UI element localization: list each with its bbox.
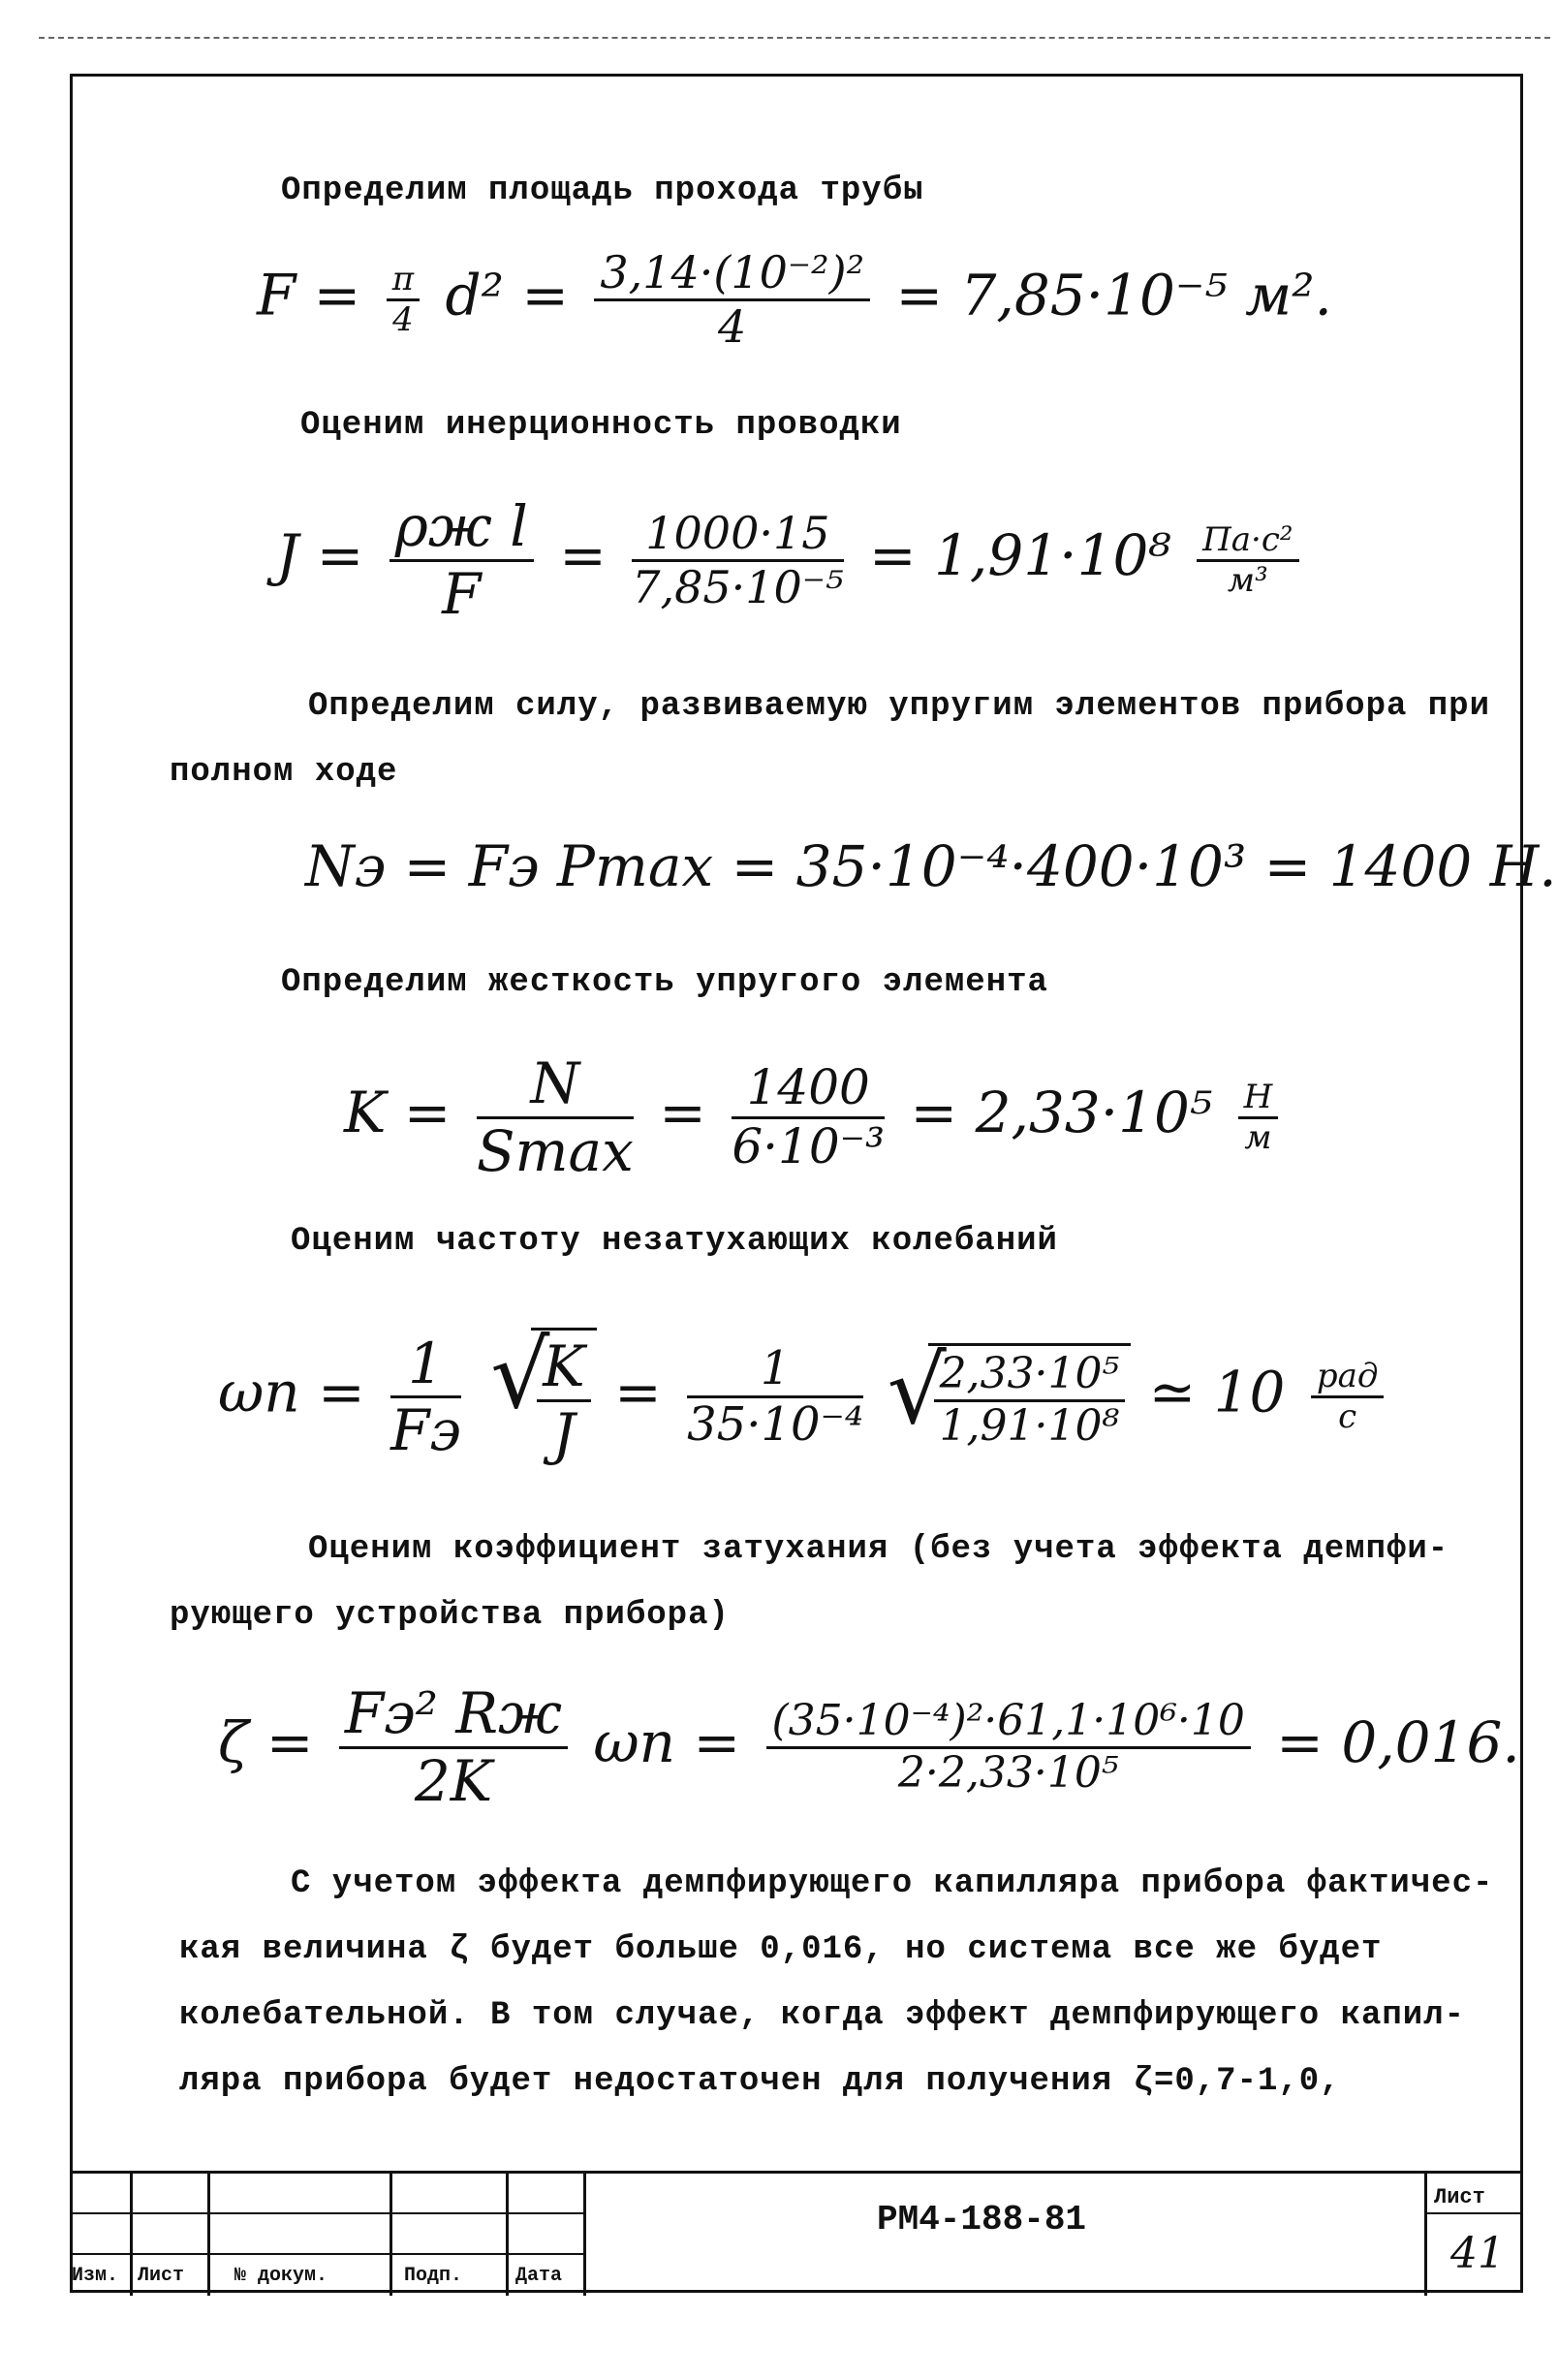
f4-lhs: K = bbox=[344, 1080, 452, 1146]
paragraph-conclusion-4: ляра прибора будет недостаточен для получения ζ=0,7-1,0, bbox=[179, 2063, 1341, 2100]
tb-col bbox=[1424, 2174, 1427, 2296]
col-izm: Изм. bbox=[72, 2265, 119, 2287]
f1-pi: π bbox=[387, 261, 420, 301]
col-sign: Подп. bbox=[404, 2265, 463, 2287]
paragraph-force-2: полном ходе bbox=[170, 754, 398, 791]
paragraph-stiffness: Определим жесткость упругого элемента bbox=[281, 964, 1048, 1001]
paragraph-force-1: Определим силу, развиваемую упругим элементов прибора при bbox=[308, 688, 1490, 725]
document-code: РМ4-188-81 bbox=[877, 2200, 1087, 2239]
formula-frequency bbox=[218, 1328, 1391, 1466]
f6-num1: Fэ² Rж bbox=[339, 1681, 568, 1749]
f2-lhs: J = bbox=[276, 522, 364, 589]
formula-force: Nэ = Fэ Pmax = 35·10⁻⁴·400·10³ = 1400 Н. bbox=[305, 833, 1557, 899]
f2-unit-num: Па·с² bbox=[1197, 521, 1298, 562]
f5-sqrt2-num: √ 2,33·10⁵ bbox=[934, 1350, 1126, 1402]
paragraph-conclusion-2: кая величина ζ будет больше 0,016, но система все же будет bbox=[179, 1931, 1383, 1968]
paragraph-damping-1: Оценим коэффициент затухания (без учета эффекта демпфи- bbox=[308, 1531, 1449, 1568]
f4-den1: Smax bbox=[476, 1117, 634, 1184]
f6-rhs: = 0,016. bbox=[1276, 1709, 1520, 1776]
f5-unit-num: рад bbox=[1311, 1358, 1385, 1398]
f6-den2: 2·2,33·10⁵ bbox=[897, 1747, 1119, 1798]
f4-unit-den: м bbox=[1244, 1117, 1272, 1157]
f2-num2: 1000·15 bbox=[632, 508, 843, 562]
f5-num1: 1 bbox=[390, 1331, 461, 1399]
f4-num2: 1400 bbox=[732, 1060, 885, 1119]
tb-col bbox=[130, 2174, 133, 2296]
sheet-label: Лист bbox=[1434, 2185, 1485, 2209]
f5-sqrt-den: J bbox=[552, 1400, 576, 1467]
f1-mid: d² = bbox=[445, 262, 569, 329]
f5-den2: 35·10⁻⁴ bbox=[687, 1397, 864, 1453]
f2-den2: 7,85·10⁻⁵ bbox=[632, 560, 844, 613]
formula-pipe-area bbox=[257, 247, 1332, 353]
f2-rhs: = 1,91·10⁸ bbox=[868, 522, 1171, 589]
paragraph-pipe-area: Определим площадь прохода трубы bbox=[281, 172, 924, 209]
f1-lhs: F = bbox=[257, 262, 361, 329]
f1-rhs: = 7,85·10⁻⁵ м². bbox=[895, 262, 1332, 329]
f1-num: 3,14·(10⁻²)² bbox=[594, 247, 870, 301]
paragraph-damping-2: рующего устройства прибора) bbox=[170, 1597, 730, 1634]
f4-eq: = bbox=[659, 1080, 706, 1146]
f4-num1: N bbox=[477, 1051, 634, 1119]
title-block bbox=[70, 2171, 1523, 2296]
tb-row bbox=[70, 2253, 585, 2255]
paragraph-conclusion-3: колебательной. В том случае, когда эффект демпфирующего капил- bbox=[179, 1997, 1466, 2034]
f5-lhs: ωn = bbox=[218, 1359, 365, 1425]
f2-eq: = bbox=[559, 522, 607, 589]
tb-row bbox=[1424, 2212, 1523, 2214]
f4-unit-num: Н bbox=[1238, 1079, 1279, 1119]
f5-unit-den: с bbox=[1338, 1397, 1357, 1437]
f6-num2: (35·10⁻⁴)²·61,1·10⁶·10 bbox=[766, 1697, 1251, 1749]
f1-four: 4 bbox=[392, 299, 414, 339]
f6-lhs: ζ = bbox=[218, 1709, 314, 1776]
f2-unit-den: м³ bbox=[1227, 560, 1268, 600]
tb-col bbox=[506, 2174, 509, 2296]
tb-col bbox=[390, 2174, 392, 2296]
f5-eq: = bbox=[614, 1359, 662, 1425]
col-list: Лист bbox=[138, 2265, 185, 2287]
tb-col bbox=[583, 2174, 586, 2296]
f2-num1: ρж l bbox=[390, 494, 534, 562]
col-date: Дата bbox=[515, 2265, 563, 2287]
formula-inertia bbox=[276, 494, 1307, 626]
f5-num2: 1 bbox=[687, 1342, 863, 1398]
f4-rhs: = 2,33·10⁵ bbox=[910, 1080, 1213, 1146]
col-doc: № докум. bbox=[234, 2265, 328, 2287]
paragraph-conclusion-1: С учетом эффекта демпфирующего капилляра прибора фактичес- bbox=[291, 1865, 1494, 1902]
f5-sqrt2-den: 1,91·10⁸ bbox=[939, 1400, 1120, 1451]
f4-den2: 6·10⁻³ bbox=[732, 1117, 886, 1174]
f5-rhs: ≃ 10 bbox=[1148, 1359, 1286, 1425]
formula-damping bbox=[218, 1681, 1520, 1813]
sheet-number: 41 bbox=[1450, 2229, 1505, 2278]
f1-den: 4 bbox=[718, 299, 747, 353]
paragraph-inertia: Оценим инерционность проводки bbox=[300, 407, 902, 444]
f2-den1: F bbox=[442, 560, 482, 627]
f5-den1: Fэ bbox=[390, 1397, 461, 1464]
paragraph-frequency: Оценим частоту незатухающих колебаний bbox=[291, 1223, 1058, 1260]
f6-mid: ωn = bbox=[593, 1709, 741, 1776]
f5-sqrt-num: √ K bbox=[537, 1334, 590, 1402]
tb-col bbox=[207, 2174, 210, 2296]
f6-den1: 2K bbox=[414, 1747, 493, 1814]
formula-stiffness bbox=[344, 1051, 1286, 1183]
tb-row bbox=[70, 2212, 585, 2214]
top-dashed-line bbox=[39, 37, 1550, 39]
